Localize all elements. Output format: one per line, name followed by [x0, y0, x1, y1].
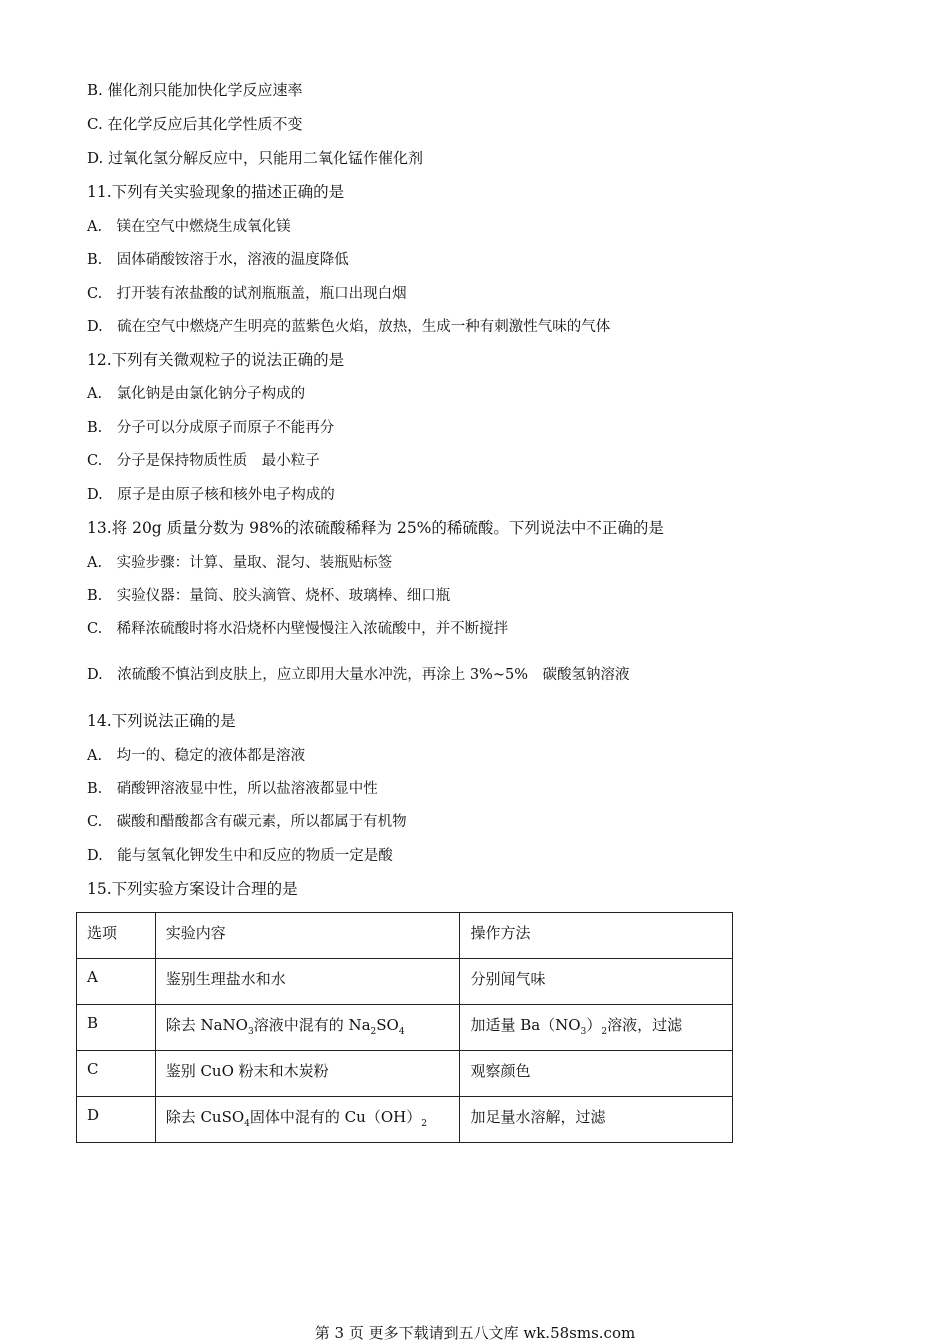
- content-text: 固体中混有的 Cu（OH）: [249, 1108, 422, 1126]
- option-10-b: B. 催化剂只能加快化学反应速率: [87, 81, 303, 99]
- page-footer: 第 3 页 更多下载请到五八文库 wk.58sms.com: [314, 1324, 636, 1342]
- table-row: [77, 1005, 733, 1051]
- row-method: [460, 1005, 733, 1051]
- option-14-a: A. 均一的、稳定的液体都是溶液: [87, 748, 306, 764]
- subscript: 4: [398, 1027, 405, 1037]
- subscript: 2: [421, 1119, 427, 1129]
- option-11-a: A. 镁在空气中燃烧生成氧化镁: [87, 219, 291, 235]
- option-13-d: D. 浓硫酸不慎沾到皮肤上，应立即用大量水冲洗，再涂上 3%~5% 碳酸氢钠溶液: [87, 667, 630, 683]
- option-14-b: B. 硝酸钾溶液显中性，所以盐溶液都显中性: [87, 781, 378, 797]
- table-row: [77, 1097, 733, 1143]
- header-method: 操作方法: [460, 913, 733, 959]
- experiment-table: [76, 912, 733, 1143]
- question-13: 13.将 20g 质量分数为 98%的浓硫酸稀释为 25%的稀硫酸。下列说法中不正确的是: [87, 519, 664, 537]
- row-option: D: [77, 1097, 156, 1143]
- option-13-b: B. 实验仪器：量筒、胶头滴管、烧杯、玻璃棒、细口瓶: [87, 588, 451, 604]
- option-11-c: C. 打开装有浓盐酸的试剂瓶瓶盖，瓶口出现白烟: [87, 286, 407, 302]
- content-text: 除去 CuSO: [165, 1108, 245, 1126]
- row-method: 加足量水溶解，过滤: [460, 1097, 733, 1143]
- content-text: 除去 NaNO: [165, 1016, 248, 1034]
- table-row: [77, 959, 733, 1005]
- method-text: 溶液，过滤: [607, 1016, 683, 1034]
- subscript: 3: [247, 1027, 254, 1037]
- table-header-row: [77, 913, 733, 959]
- method-text: 加适量 Ba（NO: [470, 1016, 581, 1034]
- option-12-d: D. 原子是由原子核和核外电子构成的: [87, 487, 335, 503]
- header-option: 选项: [77, 913, 156, 959]
- option-10-d: D. 过氧化氢分解反应中，只能用二氧化锰作催化剂: [87, 149, 424, 167]
- row-option: B: [77, 1005, 156, 1051]
- option-11-b: B. 固体硝酸铵溶于水，溶液的温度降低: [87, 252, 349, 268]
- option-14-c: C. 碳酸和醋酸都含有碳元素，所以都属于有机物: [87, 814, 407, 830]
- option-12-a: A. 氯化钠是由氯化钠分子构成的: [87, 386, 306, 402]
- option-13-a: A. 实验步骤：计算、量取、混匀、装瓶贴标签: [87, 555, 393, 571]
- row-content: [155, 1005, 460, 1051]
- row-content: [155, 1097, 460, 1143]
- subscript: 2: [601, 1027, 608, 1037]
- option-10-c: C. 在化学反应后其化学性质不变: [87, 115, 303, 133]
- row-option: C: [77, 1051, 156, 1097]
- subscript: 4: [244, 1119, 250, 1129]
- option-12-b: B. 分子可以分成原子而原子不能再分: [87, 420, 335, 436]
- question-11: 11.下列有关实验现象的描述正确的是: [87, 183, 345, 201]
- subscript: 2: [370, 1027, 377, 1037]
- option-11-d: D. 硫在空气中燃烧产生明亮的蓝紫色火焰，放热，生成一种有刺激性气味的气体: [87, 319, 611, 335]
- subscript: 3: [580, 1027, 587, 1037]
- method-text: ）: [586, 1016, 602, 1034]
- content-text: SO: [376, 1016, 399, 1034]
- content-text: 溶液中混有的 Na: [253, 1016, 371, 1034]
- question-12: 12.下列有关微观粒子的说法正确的是: [87, 351, 345, 369]
- row-content: 鉴别生理盐水和水: [155, 959, 460, 1005]
- table-row: [77, 1051, 733, 1097]
- header-content: 实验内容: [155, 913, 460, 959]
- question-14: 14.下列说法正确的是: [87, 712, 236, 730]
- question-15: 15.下列实验方案设计合理的是: [87, 880, 298, 898]
- option-12-c: C. 分子是保持物质性质 最小粒子: [87, 453, 320, 469]
- row-content: 鉴别 CuO 粉末和木炭粉: [155, 1051, 460, 1097]
- row-method: 分别闻气味: [460, 959, 733, 1005]
- row-option: A: [77, 959, 156, 1005]
- option-13-c: C. 稀释浓硫酸时将水沿烧杯内壁慢慢注入浓硫酸中，并不断搅拌: [87, 621, 509, 637]
- option-14-d: D. 能与氢氧化钾发生中和反应的物质一定是酸: [87, 848, 393, 864]
- row-method: 观察颜色: [460, 1051, 733, 1097]
